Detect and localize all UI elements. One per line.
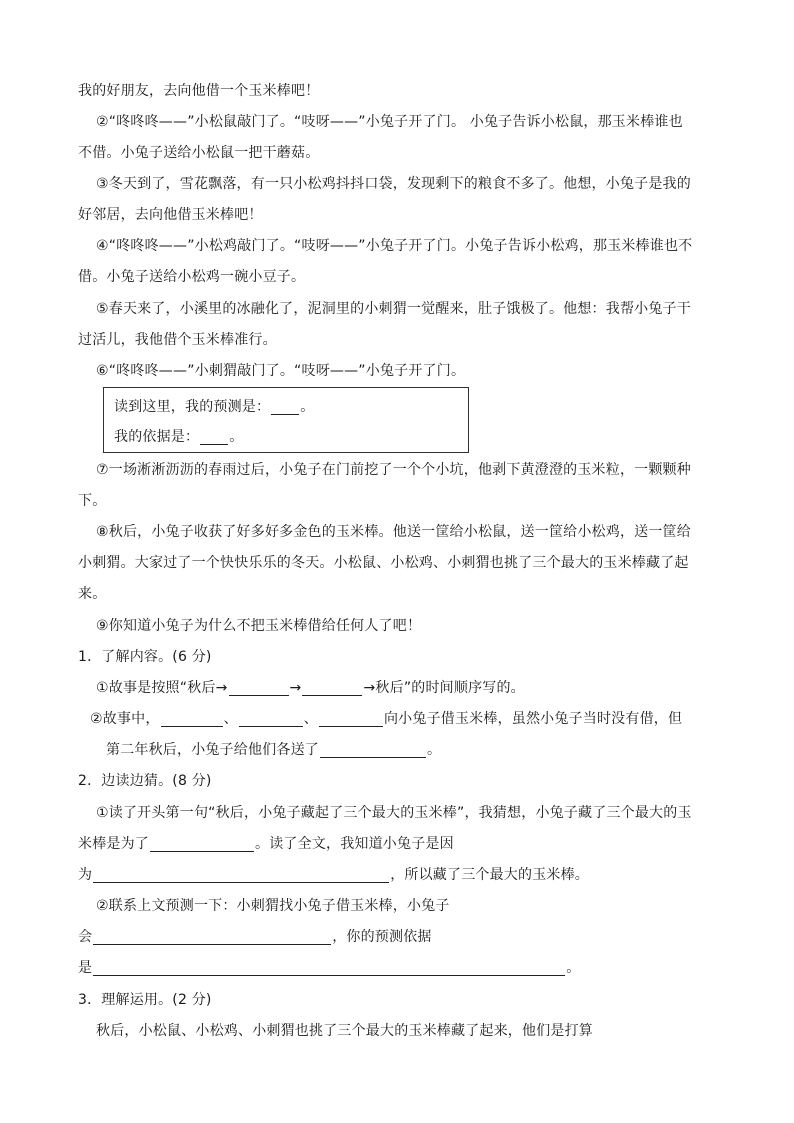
question-3-title: 3．理解运用。(2 分): [78, 992, 212, 1008]
story-line: 不借。小兔子送给小松鼠一把干蘑菇。: [78, 145, 320, 161]
story-paragraph-4: ④“咚咚咚——”小松鸡敲门了。“吱呀——”小兔子开了门。小兔子告诉小松鸡，那玉米棒谁也不: [96, 238, 693, 254]
story-line: 小刺猬。大家过了一个快快乐乐的冬天。小松鼠、小松鸡、小刺猬也挑了三个最大的玉米棒藏了起: [78, 555, 689, 571]
question-1-2-cont: [106, 739, 441, 761]
question-2-2-cont: [78, 957, 580, 979]
prediction-blank[interactable]: [271, 398, 299, 415]
story-line: 借。小兔子送给小松鸡一碗小豆子。: [78, 269, 306, 285]
answer-blank[interactable]: [229, 679, 289, 696]
question-text: 会: [78, 929, 93, 945]
basis-line: [114, 426, 243, 448]
basis-label: 我的依据是：: [114, 429, 200, 445]
question-text: ，所以藏了三个最大的玉米棒。: [390, 867, 590, 883]
story-line: 过活儿，我他借个玉米棒准行。: [78, 332, 277, 348]
question-text: 是: [78, 960, 93, 976]
arrow: →: [289, 680, 302, 696]
answer-blank[interactable]: [93, 928, 331, 945]
answer-blank[interactable]: [302, 679, 362, 696]
story-paragraph-6: ⑥“咚咚咚——”小刺猬敲门了。“吱呀——”小兔子开了门。: [96, 363, 466, 379]
answer-blank[interactable]: [320, 741, 426, 758]
punctuation: 。: [427, 742, 442, 758]
question-text: ①故事是按照“秋后→: [96, 680, 228, 696]
punctuation: 、: [223, 711, 238, 727]
question-text: ②故事中，: [90, 711, 160, 727]
punctuation: 。: [566, 960, 581, 976]
question-2-1-cont: [78, 833, 454, 855]
question-text: 向小兔子借玉米棒，虽然小兔子当时没有借，但: [383, 711, 683, 727]
prediction-box: [103, 387, 469, 453]
question-2-2: ②联系上文预测一下：小刺猬找小兔子借玉米棒，小兔子: [96, 898, 450, 914]
prediction-label: 读到这里，我的预测是：: [114, 399, 271, 415]
question-text: 米棒是为了: [78, 836, 149, 852]
question-2-2-cont: [78, 926, 432, 948]
story-paragraph-5: ⑤春天来了，小溪里的冰融化了，泥洞里的小刺猬一觉醒来，肚子饿极了。他想：我帮小兔子干: [96, 301, 691, 317]
question-text: ，你的预测依据: [332, 929, 432, 945]
question-text: 第二年秋后，小兔子给他们各送了: [106, 742, 319, 758]
question-1-2: [90, 708, 682, 730]
question-2-title: 2．边读边猜。(8 分): [78, 773, 212, 789]
story-paragraph-8: ⑧秋后，小兔子收获了好多好多金色的玉米棒。他送一筐给小松鼠，送一筐给小松鸡，送一筐给: [96, 524, 691, 540]
answer-blank[interactable]: [239, 710, 303, 727]
story-line: 来。: [78, 586, 107, 602]
story-line: 下。: [78, 493, 107, 509]
punctuation: 、: [303, 711, 318, 727]
story-paragraph-9: ⑨你知道小兔子为什么不把玉米棒借给任何人了吧！: [96, 618, 422, 634]
story-line: 我的好朋友，去向他借一个玉米棒吧！: [78, 83, 320, 99]
question-text: 。读了全文，我知道小兔子是因: [255, 836, 454, 852]
question-1-1: [96, 677, 525, 699]
story-paragraph-7: ⑦一场淅淅沥沥的春雨过后，小兔子在门前挖了一个个小坑，他剥下黄澄澄的玉米粒，一颗颗种: [96, 462, 691, 478]
story-paragraph-3: ③冬天到了，雪花飘落，有一只小松鸡抖抖口袋，发现剩下的粮食不多了。他想，小兔子是我的: [96, 176, 691, 192]
punctuation: 。: [300, 399, 315, 415]
question-text: 为: [78, 867, 93, 883]
answer-blank[interactable]: [93, 959, 565, 976]
answer-blank[interactable]: [93, 866, 389, 883]
question-1-title: 1．了解内容。(6 分): [78, 649, 212, 665]
question-2-1-cont: [78, 864, 589, 886]
basis-blank[interactable]: [200, 428, 228, 445]
question-text: →秋后”的时间顺序写的。: [363, 680, 525, 696]
prediction-line: [114, 396, 314, 418]
question-2-1: ①读了开头第一句“秋后，小兔子藏起了三个最大的玉米棒”，我猜想，小兔子藏了三个最大的玉: [96, 805, 692, 821]
question-3-text: 秋后，小松鼠、小松鸡、小刺猬也挑了三个最大的玉米棒藏了起来，他们是打算: [96, 1023, 593, 1039]
story-line: 好邻居，去向他借玉米棒吧！: [78, 207, 263, 223]
answer-blank[interactable]: [319, 710, 383, 727]
punctuation: 。: [229, 429, 244, 445]
story-paragraph-2: ②“咚咚咚——”小松鼠敲门了。“吱呀——”小兔子开了门。 小兔子告诉小松鼠，那玉米棒谁也: [96, 114, 683, 130]
answer-blank[interactable]: [161, 710, 223, 727]
answer-blank[interactable]: [150, 835, 254, 852]
